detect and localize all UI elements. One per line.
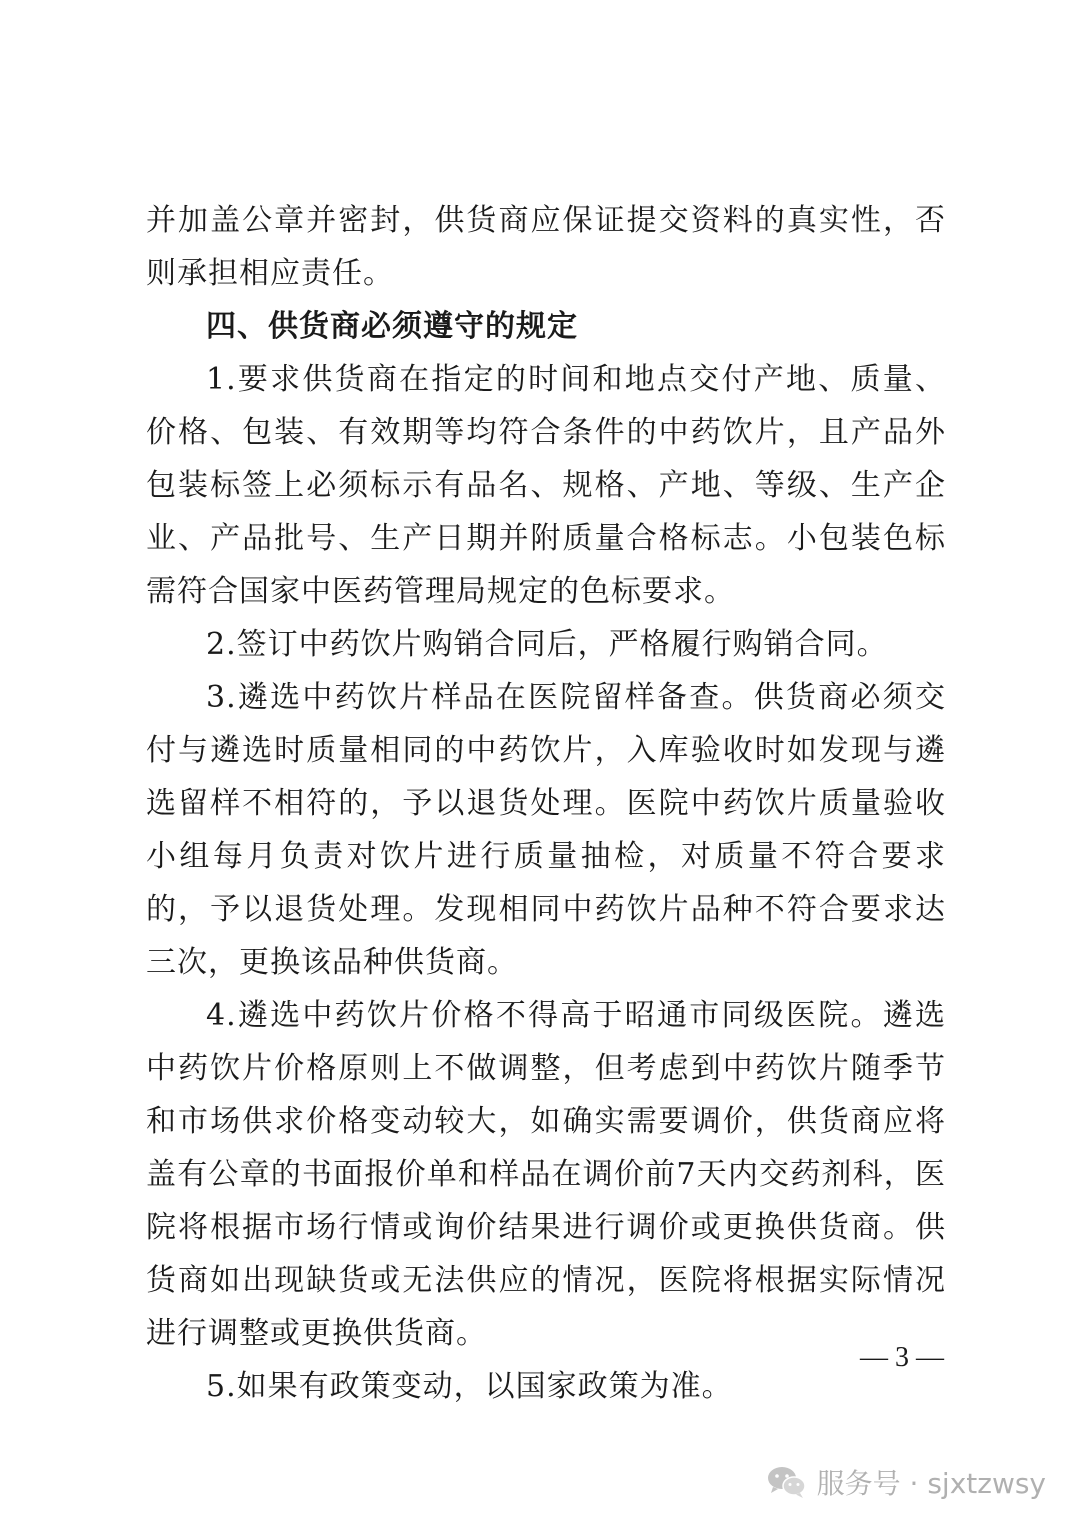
watermark: [767, 1462, 1046, 1502]
paragraph-4: 4.遴选中药饮片价格不得高于昭通市同级医院。遴选中药饮片价格原则上不做调整，但考虑到中药饮片随季节和市场供求价格变动较大，如确实需要调价，供货商应将盖有公章的书面报价单和样品在调价前7天内交药剂科，医院将根据市场行情或询价结果进行调价或更换供货商。供货商如出现缺货或无法供应的情况，医院将根据实际情况进行调整或更换供货商。: [146, 998, 946, 1351]
paragraph-2: 2.签订中药饮片购销合同后，严格履行购销合同。: [206, 627, 888, 662]
page-number: — 3 —: [860, 1342, 944, 1373]
document-page: [146, 194, 946, 1413]
section-heading: 四、供货商必须遵守的规定: [206, 309, 578, 344]
paragraph-continued: 并加盖公章并密封，供货商应保证提交资料的真实性，否则承担相应责任。: [146, 203, 946, 291]
paragraph-3: 3.遴选中药饮片样品在医院留样备查。供货商必须交付与遴选时质量相同的中药饮片，入库验收时如发现与遴选留样不相符的，予以退货处理。医院中药饮片质量验收小组每月负责对饮片进行质量抽检，对质量不符合要求的，予以退货处理。发现相同中药饮片品种不符合要求达三次，更换该品种供货商。: [146, 680, 946, 980]
watermark-text: 服务号 · sjxtzwsy: [816, 1467, 1046, 1500]
wechat-icon: [767, 1465, 807, 1499]
paragraph-1: 1.要求供货商在指定的时间和地点交付产地、质量、价格、包装、有效期等均符合条件的中药饮片，且产品外包装标签上必须标示有品名、规格、产地、等级、生产企业、产品批号、生产日期并附质量合格标志。小包装色标需符合国家中医药管理局规定的色标要求。: [146, 362, 946, 609]
paragraph-5: 5.如果有政策变动，以国家政策为准。: [206, 1369, 733, 1404]
